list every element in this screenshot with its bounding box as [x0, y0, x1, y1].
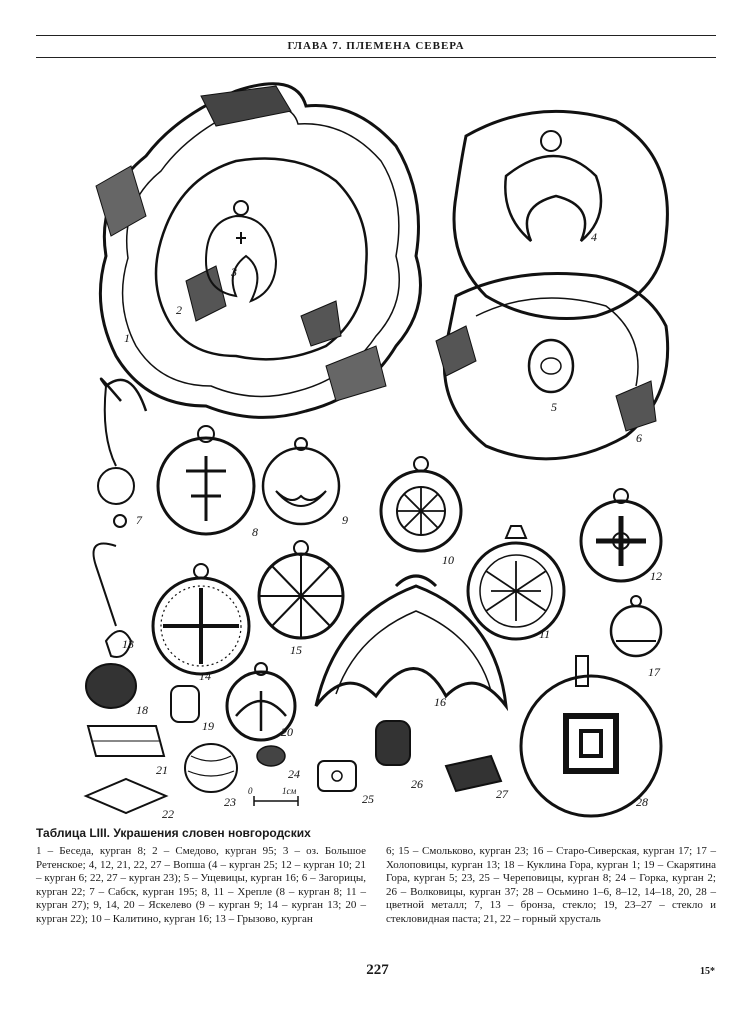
ornament-16-lunula: [316, 576, 506, 706]
caption-text-right: 6; 15 – Смольково, курган 23; 16 – Старо-Сиверская, курган 17; 17 – Холоповицы, курган 13; 18 – Куклина Гора, курган 1; 19 – Скарятина Гора, курган 5; 23, 25 – Череповицы, курган 8; 24 – Горка, курган 2; 26 – Волковицы, курган 37; 28 – Осьмино 1–6, 8–12, 14–18, 20, 28 – цветной металл; 7, 13 – бронза, стекло; 19, 23–27 – стекло и стекловидная паста; 21, 22 – горный хрусталь: [386, 845, 716, 925]
scale-zero-label: 0: [248, 786, 253, 796]
scale-unit-label: 1см: [282, 786, 297, 796]
ornament-19-bead: [171, 686, 199, 722]
ornament-1-necklace: [96, 84, 421, 418]
caption-text-left: 1 – Беседа, курган 8; 2 – Смедово, курган 95; 3 – оз. Большое Ретенское; 4, 12, 21, 22, 27 – Вопша (4 – курган 25; 12 – курган 10; 21 – курган 6; 22, 27 – курган 23); 5 – Ущевицы, курган 16; 6 – Загорицы, курган 22; 7 – Сабск, курган 195; 8, 11 – Хрепле (8 – курган 8; 11 – курган 27); 9, 14, 20 – Яскелево (9 – курган 9; 14 – курган 13; 20 – курган 22); 10 – Калитино, курган 16; 13 – Грызово, курган: [36, 845, 366, 925]
running-head: ГЛАВА 7. ПЛЕМЕНА СЕВЕРА: [287, 40, 465, 52]
item-number-label: 28: [636, 795, 648, 809]
ornament-22-bicone-bead: [86, 779, 166, 813]
ornament-25-bead: [318, 761, 356, 791]
ornament-7-earring: [98, 379, 146, 527]
ornament-12-rosette-pendant: [581, 489, 661, 581]
item-number-label: 27: [496, 787, 508, 801]
ornament-9-pendant: [263, 438, 339, 524]
item-number-label: 22: [162, 807, 174, 821]
ornament-8-pendant: [158, 426, 254, 534]
ornament-23-bead: [185, 744, 237, 792]
item-number-label: 20: [281, 725, 293, 739]
item-number-label: 25: [362, 792, 374, 806]
ornament-28-pendant: [521, 656, 661, 816]
ornament-11-lattice-pendant: [468, 526, 564, 639]
item-number-label: 9: [342, 513, 348, 527]
ornament-26-bead: [376, 721, 410, 765]
item-number-label: 21: [156, 763, 168, 777]
top-rule: [36, 35, 716, 36]
item-number-label: 19: [202, 719, 214, 733]
ornament-15-wheel-pendant: [259, 541, 343, 638]
ornament-10-wheel-pendant: [381, 457, 461, 551]
item-number-label: 26: [411, 777, 423, 791]
item-number-label: 8: [252, 525, 258, 539]
item-number-label: 11: [539, 627, 551, 641]
caption-title: Таблица LIII. Украшения словен новгородских: [36, 826, 311, 840]
item-number-label: 3: [231, 265, 237, 279]
ornament-27-bead: [446, 756, 501, 791]
ornament-21-crystal-bead: [88, 726, 164, 756]
item-number-label: 6: [636, 431, 642, 445]
ornament-14-pendant: [153, 564, 249, 674]
header-rule: [36, 57, 716, 58]
item-number-label: 7: [136, 513, 142, 527]
item-number-label: 13: [122, 637, 134, 651]
item-number-label: 16: [434, 695, 446, 709]
ornament-18-bead: [86, 664, 136, 708]
item-number-label: 15: [290, 643, 302, 657]
item-number-label: 24: [288, 767, 300, 781]
item-number-label: 5: [551, 400, 557, 414]
ornament-24-bead: [257, 746, 285, 766]
item-number-label: 12: [650, 569, 662, 583]
item-number-label: 23: [224, 795, 236, 809]
plate-illustration: [36, 66, 716, 826]
item-number-label: 1: [124, 331, 130, 345]
item-number-label: 17: [648, 665, 660, 679]
item-number-label: 2: [176, 303, 182, 317]
ornament-2-ring: [156, 159, 367, 360]
page-number: 227: [366, 962, 389, 978]
item-number-label: 18: [136, 703, 148, 717]
item-number-label: 14: [199, 669, 211, 683]
signature-mark: 15*: [700, 966, 715, 977]
item-number-label: 10: [442, 553, 454, 567]
ornament-17-bell: [611, 596, 661, 656]
item-number-label: 4: [591, 230, 597, 244]
scale-bar: [248, 786, 298, 806]
